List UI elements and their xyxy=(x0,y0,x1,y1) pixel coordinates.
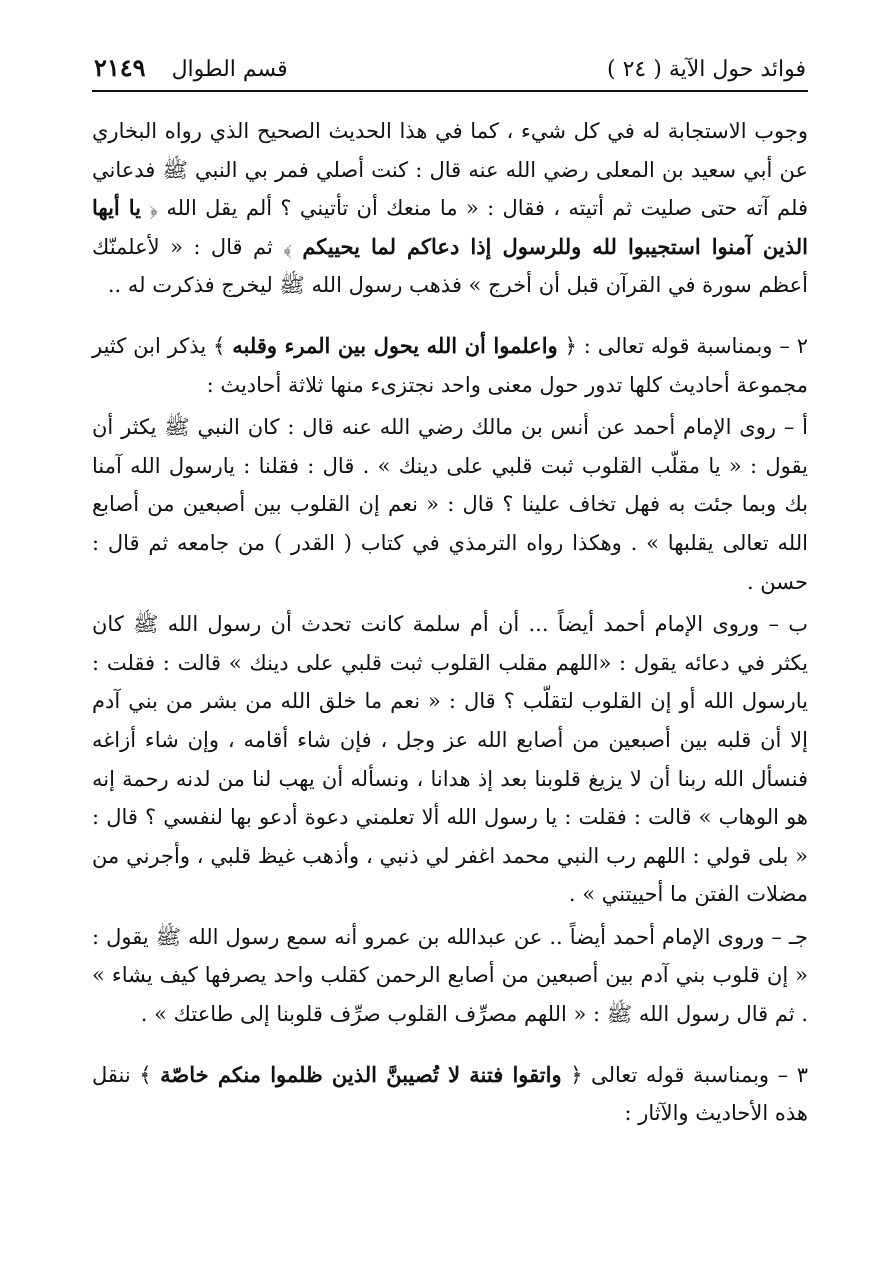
quran-verse: واعلموا أن الله يحول بين المرء وقلبه xyxy=(232,332,558,358)
paragraph-hadith-a: أ – روى الإمام أحمد عن أنس بن مالك رضي الله عنه قال : كان النبي ﷺ يكثر أن يقول : « يا مقلّب القلوب ثبت قلبي على دينك » . قال : فقلنا : يارسول الله آمنا بك وبما جئت به فهل تخاف علينا ؟ قال : « نعم إن القلوب بين أصبعين من أصابع الله تعالى يقلبها » . وهكذا رواه الترمذي في كتاب ( القدر ) من جامعه ثم قال : حسن . xyxy=(92,415,808,594)
quran-verse: يا أيها الذين آمنوا استجيبوا لله وللرسول إذا دعاكم لما يحييكم xyxy=(92,195,808,259)
running-title: فوائد حول الآية ( ٢٤ ) xyxy=(607,57,806,82)
paragraph-point-2 xyxy=(92,327,808,404)
paragraph-hadith-c: جـ – وروى الإمام أحمد أيضاً .. عن عبدالله بن عمرو أنه سمع رسول الله ﷺ يقول : « إن قلوب بني آدم بين أصبعين من أصابع الرحمن كقلب واحد يصرفها كيف يشاء » . ثم قال رسول الله ﷺ : « اللهم مصرِّف القلوب صرِّف قلوبنا إلى طاعتك » . xyxy=(92,924,808,1027)
paragraph-gap xyxy=(92,305,808,327)
text-run: ٣ – وبمناسبة قوله تعالى ﴿ xyxy=(570,1062,808,1087)
text-run: ﴾ ننقل هذه الأحاديث والآثار : xyxy=(92,1062,808,1126)
text-run: ﴾ يذكر ابن كثير مجموعة أحاديث كلها تدور حول معنى واحد نجتزىء منها ثلاثة أحاديث : xyxy=(92,333,808,397)
paragraph-point-3 xyxy=(92,1056,808,1133)
page-number: ٢١٤٩ xyxy=(94,53,146,82)
paragraph-hadith-b: ب – وروى الإمام أحمد أيضاً ... أن أم سلمة كانت تحدث أن رسول الله ﷺ كان يكثر في دعائه يقول : «اللهم مقلب القلوب ثبت قلبي على دينك » قالت : فقلت : يارسول الله أو إن القلوب لتقلّب ؟ قال : « نعم ما خلق الله من بشر من بني آدم إلا أن قلبه بين أصبعين من أصابع الله عز وجل ، فإن شاء أقامه ، وإن شاء أزاغه فنسأل الله ربنا أن لا يزيغ قلوبنا بعد إذ هدانا ، ونسأله أن يهب لنا من لدنه رحمة إنه هو الوهاب » قالت : فقلت : يا رسول الله ألا تعلمني دعوة أدعو بها لنفسي ؟ قال : « بلى قولي : اللهم رب النبي محمد اغفر لي ذنبي ، وأذهب غيظ قلبي ، وأجرني من مضلات الفتن ما أحييتني » . xyxy=(92,612,808,907)
text-run: ٢ – وبمناسبة قوله تعالى : ﴿ xyxy=(564,333,808,358)
page-header xyxy=(92,52,808,90)
section-name: قسم الطوال xyxy=(171,57,288,82)
header-rule xyxy=(92,90,808,92)
paragraph-gap xyxy=(92,1034,808,1056)
text-run: ﴾ ثم قال : « لأعلمنّك أعظم سورة في القرآن قبل أن أخرج » فذهب رسول الله ﷺ ليخرج فذكرت له .. xyxy=(92,234,808,298)
quran-verse: واتقوا فتنة لا تُصيبنَّ الذين ظلموا منكم خاصّة xyxy=(160,1061,562,1087)
header-left-group xyxy=(94,52,288,86)
paragraph-bukhari-hadith xyxy=(92,112,808,305)
text-run: وجوب الاستجابة له في كل شيء ، كما في هذا الحديث الصحيح الذي رواه البخاري عن أبي سعيد بن المعلى رضي الله عنه قال : كنت أصلي فمر بي النبي ﷺ فدعاني فلم آته حتى صليت ثم أتيته ، فقال : « ما منعك أن تأتيني ؟ ألم يقل الله ﴿ xyxy=(92,119,808,221)
